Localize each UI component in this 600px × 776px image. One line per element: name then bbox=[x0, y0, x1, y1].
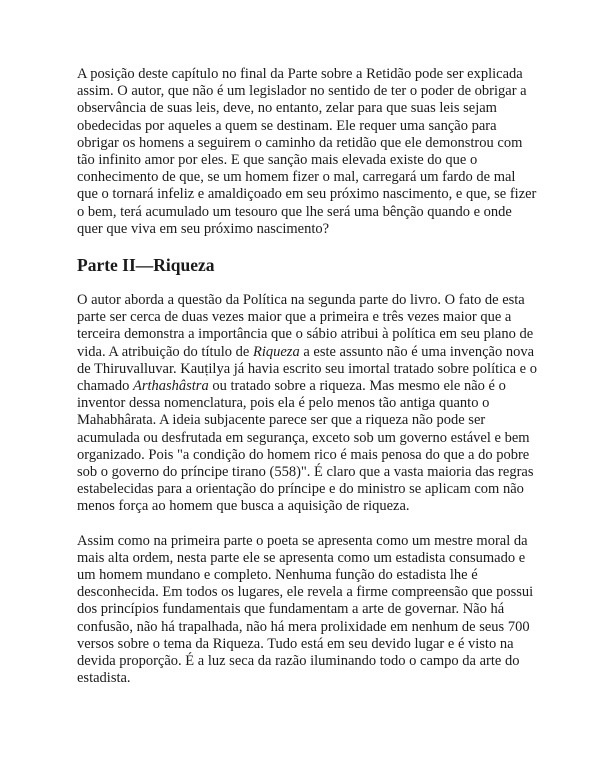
paragraph-politica-part-a: O autor aborda a questão da Política na segunda parte do livro. O fato de esta parte ser cerca de duas vezes maior que a primeira e três vezes maior que a terceira demonstra a importância que o sábio atribui à política em seu plano de vida. A atribuição do título de bbox=[77, 292, 534, 360]
page-content bbox=[77, 66, 537, 688]
section-heading: Parte II—Riqueza bbox=[77, 255, 215, 276]
paragraph-gap bbox=[77, 238, 537, 255]
paragraph-politica-part-c: ou tratado sobre a riqueza. Mas mesmo ele não é o inventor dessa nomenclatura, pois ela é pelo menos tão antiga quanto o Mahabhârata. A ideia subjacente parece ser que a riqueza não pode ser acumulada ou desfrutada em segurança, exceto sob um governo estável e bem organizado. Pois "a condição do homem rico é mais penosa do que a do pobre sob o governo do príncipe tirano (558)". É claro que a vasta maioria das regras estabelecidas para a orientação do príncipe e do ministro se aplicam com não menos força ao homem que busca a aquisição de riqueza. bbox=[77, 378, 534, 515]
italic-arthashastra: Arthashâstra bbox=[132, 378, 209, 395]
paragraph-estadista: Assim como na primeira parte o poeta se apresenta como um mestre moral da mais alta ordem, nesta parte ele se apresenta como um estadista consumado e um homem mundano e completo. Nenhuma função do estadista lhe é desconhecida. Em todos os lugares, ele revela a firme compreensão que possui dos princípios fundamentais que fundamentam a arte de governar. Não há confusão, não há trapalhada, não há mera prolixidade em nenhum de seus 700 versos sobre o tema da Riqueza. Tudo está em seu devido lugar e é visto na devida proporção. É a luz seca da razão iluminando todo o campo da arte do estadista. bbox=[77, 532, 534, 687]
paragraph-politica bbox=[77, 292, 537, 516]
paragraph-politica-part-b: a este assunto não é uma invenção nova de Thiruvalluvar. Kauṭilya já havia escrito seu imortal tratado sobre política e o chamado bbox=[77, 343, 537, 395]
paragraph-retidao-conclusion: A posição deste capítulo no final da Parte sobre a Retidão pode ser explicada assim. O autor, que não é um legislador no sentido de ter o poder de obrigar a observância de suas leis, deve, no entanto, zelar para que suas leis sejam obedecidas por aqueles a quem se destinam. Ele requer uma sanção para obrigar os homens a seguirem o caminho da retidão que ele demonstrou com tão infinito amor por eles. E que sanção mais elevada existe do que o conhecimento de que, se um homem fizer o mal, carregará um fardo de mal que o tornará infeliz e amaldiçoado em seu próximo nascimento, e que, se fizer o bem, terá acumulado um tesouro que lhe será uma bênção quando e onde quer que viva em seu próximo nascimento? bbox=[77, 66, 537, 237]
italic-riqueza: Riqueza bbox=[252, 343, 300, 360]
paragraph-gap bbox=[77, 516, 537, 533]
